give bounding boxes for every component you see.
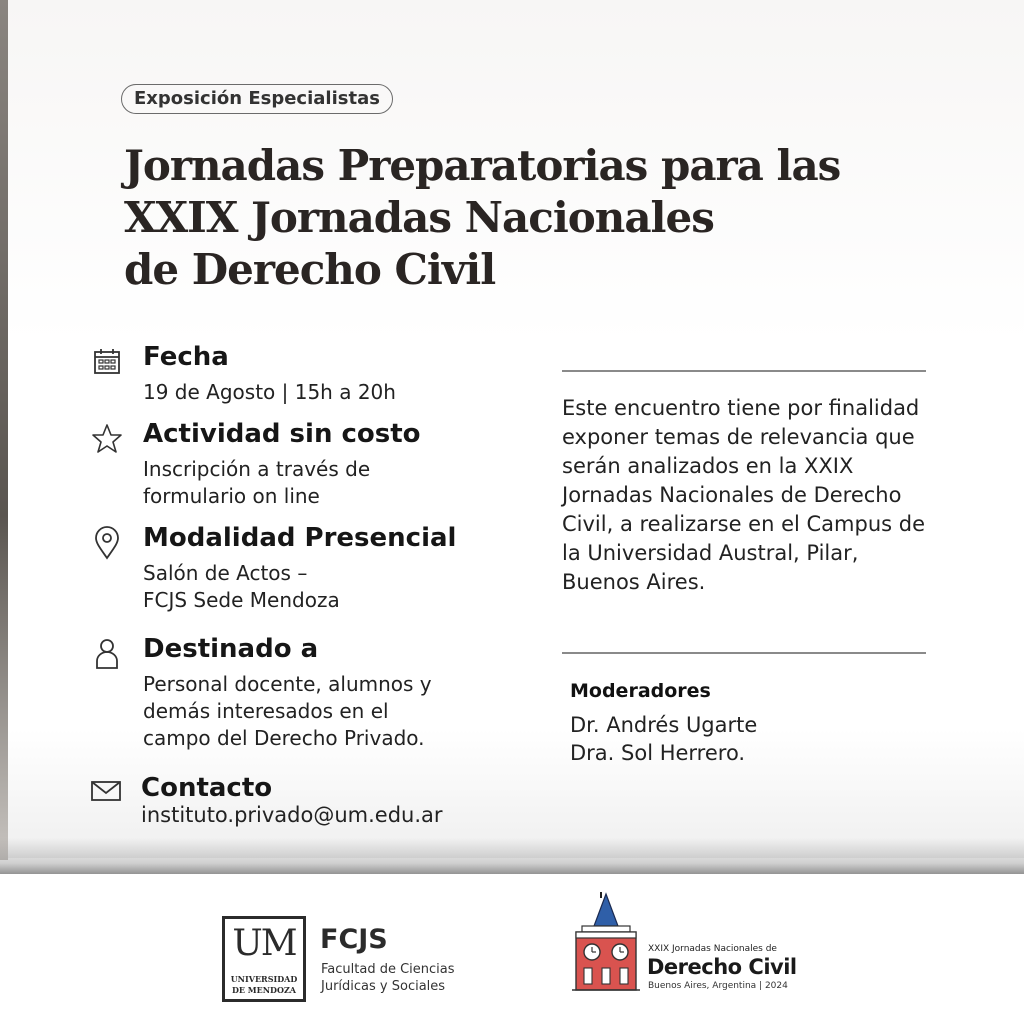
star-icon — [90, 422, 124, 456]
category-tag: Exposición Especialistas — [121, 84, 393, 114]
moderators-label: Moderadores — [570, 680, 711, 702]
divider-bottom — [562, 652, 926, 654]
left-edge-shadow — [0, 0, 8, 860]
um-logo-letters: UM — [232, 923, 296, 964]
modality-value: Salón de Actos – FCJS Sede Mendoza — [143, 561, 340, 612]
audience-value: Personal docente, alumnos y demás interesados en el campo del Derecho Privado. — [143, 672, 432, 750]
calendar-icon — [90, 345, 124, 379]
event-description: Este encuentro tiene por finalidad exponer temas de relevancia que serán analizados en la XXIX Jornadas Nacionales de Derecho Civil, a realizarse en el Campus de la Universidad Austral, Pilar, Buenos Aires. — [562, 396, 926, 594]
jornadas-logo-small-text: XXIX Jornadas Nacionales de — [648, 944, 777, 954]
cost-heading: Actividad sin costo — [143, 419, 421, 449]
moderator-name: Dr. Andrés Ugarte — [570, 713, 758, 737]
envelope-icon — [90, 776, 124, 810]
um-logo-line-2: DE MENDOZA — [231, 985, 297, 995]
audience-heading: Destinado a — [143, 634, 319, 664]
person-icon — [90, 637, 124, 671]
fcjs-name: FCJS — [320, 924, 388, 955]
location-pin-icon — [90, 526, 124, 560]
cost-value: Inscripción a través de formulario on line — [143, 457, 371, 508]
clock-tower-icon — [572, 890, 640, 994]
um-logo-line-1: UNIVERSIDAD — [230, 974, 298, 984]
fcjs-line-2: Jurídicas y Sociales — [321, 979, 446, 994]
fcjs-line-1: Facultad de Ciencias — [321, 962, 455, 977]
section-shadow — [0, 838, 1024, 874]
event-title — [124, 140, 884, 296]
jornadas-logo-location: Buenos Aires, Argentina | 2024 — [648, 981, 788, 991]
contact-heading: Contacto — [141, 773, 273, 803]
title-line-3: de Derecho Civil — [124, 245, 496, 294]
universidad-mendoza-logo — [222, 916, 306, 1002]
modality-heading: Modalidad Presencial — [143, 523, 457, 553]
jornadas-logo-title: Derecho Civil — [647, 955, 797, 979]
date-heading: Fecha — [143, 342, 229, 372]
divider-top — [562, 370, 926, 372]
title-line-2: XXIX Jornadas Nacionales — [124, 193, 714, 242]
title-line-1: Jornadas Preparatorias para las — [124, 141, 841, 190]
footer — [0, 874, 1024, 1024]
date-value: 19 de Agosto | 15h a 20h — [143, 380, 396, 404]
contact-email[interactable]: instituto.privado@um.edu.ar — [141, 803, 443, 827]
moderator-name: Dra. Sol Herrero. — [570, 741, 746, 765]
